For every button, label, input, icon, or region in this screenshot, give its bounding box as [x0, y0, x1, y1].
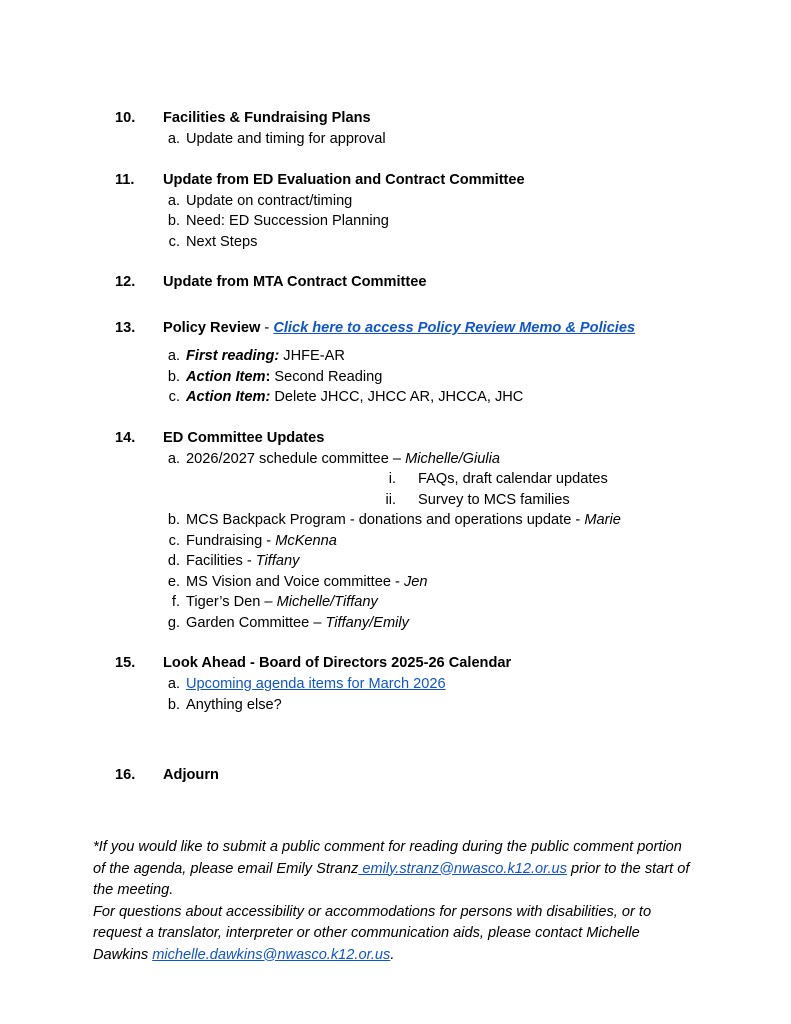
agenda-item-11-sub-a [0, 191, 791, 212]
agenda-item-14-sub-b [0, 510, 791, 531]
agenda-item-13-title: Policy Review [163, 320, 261, 336]
sub-text: 2026/2027 schedule committee – [186, 450, 406, 467]
accessibility-text-2: . [390, 946, 395, 963]
sub-marker: d. [167, 553, 180, 569]
agenda-item-14-sub-e [0, 572, 791, 593]
sub-emphasis-tail: : [265, 368, 271, 385]
agenda-item-15-sub-b [0, 695, 791, 716]
roman-text: Survey to MCS families [418, 491, 570, 508]
roman-marker: ii. [385, 491, 396, 508]
agenda-item-11-sub-b [0, 211, 791, 232]
agenda-item-16-title: Adjourn [163, 767, 219, 783]
sub-marker: e. [167, 573, 180, 590]
sub-marker: a. [167, 192, 180, 209]
agenda-item-14-sub-a-romanlist [186, 469, 791, 510]
agenda-item-14-sublist [0, 449, 791, 634]
agenda-item-13-sub-a [0, 346, 791, 367]
sub-marker: c. [168, 389, 180, 405]
public-comment-note [93, 837, 693, 902]
agenda-item-14-sub-a [0, 449, 791, 511]
footnote-block [0, 837, 791, 966]
agenda-item-11-number: 11. [115, 171, 135, 188]
agenda-item-10-sub-a [0, 129, 791, 150]
public-comment-text-2: prior to the start of the meeting. [93, 860, 690, 898]
sub-marker: c. [168, 233, 180, 250]
public-comment-text-1: *If you would like to submit a public comment for reading during the public comment portion of the agenda, please email Emily Stranz [93, 839, 682, 877]
sub-marker: a. [167, 131, 180, 147]
sub-text: Need: ED Succession Planning [186, 213, 389, 229]
agenda-item-14-sub-d [0, 551, 791, 572]
sub-emphasis: Action Item: [186, 389, 271, 405]
agenda-item-10 [0, 108, 791, 128]
sub-owner: Jen [403, 573, 428, 590]
sub-text: Second Reading [270, 368, 383, 385]
agenda-item-11-sublist [0, 191, 791, 253]
agenda-item-13-number: 13. [115, 320, 136, 336]
sub-text: Delete JHCC, JHCC AR, JHCCA, JHC [270, 389, 524, 405]
agenda-item-15-sub-a [0, 674, 791, 695]
sub-text: Facilities - [186, 553, 256, 569]
agenda-group-14 [0, 428, 791, 634]
agenda-item-16-number: 16. [115, 767, 136, 783]
sub-owner: McKenna [275, 532, 337, 549]
agenda-item-15-number: 15. [115, 655, 136, 671]
agenda-group-13 [0, 318, 791, 408]
upcoming-agenda-items-link[interactable]: Upcoming agenda items for March 2026 [186, 676, 446, 692]
sub-text: Update on contract/timing [186, 192, 353, 209]
agenda-item-13-separator: - [260, 320, 274, 336]
sub-owner: Michelle/Giulia [405, 450, 500, 467]
sub-marker: b. [167, 696, 180, 713]
accessibility-text-1: For questions about accessibility or accommodations for persons with disabilities, or to request a translator, interpreter or other communication aids, please contact Michelle Dawkins [93, 903, 652, 963]
sub-marker: a. [167, 676, 180, 692]
agenda-item-15-sublist [0, 674, 791, 715]
sub-owner: Tiffany [255, 553, 300, 569]
agenda-item-15-title: Look Ahead - Board of Directors 2025-26 Calendar [163, 655, 512, 671]
agenda-item-14-sub-a-roman-i [186, 469, 791, 490]
agenda-item-14 [0, 428, 791, 448]
roman-text: FAQs, draft calendar updates [418, 471, 608, 487]
agenda-item-11-title: Update from ED Evaluation and Contract Committee [163, 171, 525, 188]
agenda-item-16 [0, 765, 791, 785]
agenda-item-13-sub-b [0, 367, 791, 388]
agenda-item-11-sub-c [0, 232, 791, 253]
agenda-group-12 [0, 272, 791, 292]
sub-owner: Michelle/Tiffany [276, 594, 378, 610]
spacer-before-footnote [0, 805, 791, 837]
agenda-item-14-number: 14. [115, 429, 136, 446]
sub-text: Fundraising - [186, 532, 276, 549]
agenda-item-10-number: 10. [115, 110, 136, 126]
sub-marker: f. [171, 594, 180, 610]
agenda-item-10-sublist [0, 129, 791, 150]
policy-review-memo-link[interactable]: Click here to access Policy Review Memo & Policies [273, 320, 636, 336]
sub-marker: g. [167, 614, 180, 631]
agenda-item-15 [0, 653, 791, 673]
sub-marker: b. [167, 368, 180, 385]
agenda-item-12-number: 12. [115, 274, 136, 290]
sub-text: MS Vision and Voice committee - [186, 573, 404, 590]
michelle-dawkins-email-link[interactable]: michelle.dawkins@nwasco.k12.or.us [152, 946, 391, 963]
agenda-group-15 [0, 653, 791, 715]
agenda-item-13-sublist [0, 346, 791, 408]
spacer-before-adjourn [0, 735, 791, 765]
agenda-item-11 [0, 170, 791, 190]
sub-text: Update and timing for approval [186, 131, 386, 147]
sub-text: Tiger’s Den – [186, 594, 277, 610]
sub-marker: b. [167, 213, 180, 229]
sub-text: Anything else? [186, 696, 282, 713]
agenda-group-10 [0, 108, 791, 150]
sub-marker: c. [168, 532, 180, 549]
agenda-item-14-sub-c [0, 531, 791, 552]
emily-stranz-email-link[interactable]: emily.stranz@nwasco.k12.or.us [358, 860, 567, 877]
roman-marker: i. [388, 471, 396, 487]
agenda-group-16 [0, 765, 791, 785]
sub-text: Garden Committee – [186, 614, 326, 631]
sub-owner: Marie [584, 512, 621, 528]
agenda-item-13-sub-c [0, 387, 791, 408]
sub-text: JHFE-AR [279, 348, 345, 364]
accessibility-note [93, 902, 693, 967]
agenda-item-12-title: Update from MTA Contract Committee [163, 274, 427, 290]
agenda-item-14-sub-a-roman-ii [186, 490, 791, 511]
agenda-item-14-sub-f [0, 592, 791, 613]
sub-marker: a. [167, 450, 180, 467]
agenda-item-14-sub-g [0, 613, 791, 634]
sub-emphasis: First reading: [186, 348, 280, 364]
sub-marker: b. [167, 512, 180, 528]
sub-text: MCS Backpack Program - donations and operations update - [186, 512, 585, 528]
agenda-item-10-title: Facilities & Fundraising Plans [163, 110, 371, 126]
agenda-item-13 [0, 318, 791, 338]
document-body [0, 108, 791, 966]
agenda-group-11 [0, 170, 791, 253]
sub-text: Next Steps [186, 233, 258, 250]
agenda-item-12 [0, 272, 791, 292]
agenda-item-14-title: ED Committee Updates [163, 429, 325, 446]
sub-owner: Tiffany/Emily [325, 614, 409, 631]
sub-marker: a. [167, 348, 180, 364]
sub-emphasis: Action Item [186, 368, 266, 385]
